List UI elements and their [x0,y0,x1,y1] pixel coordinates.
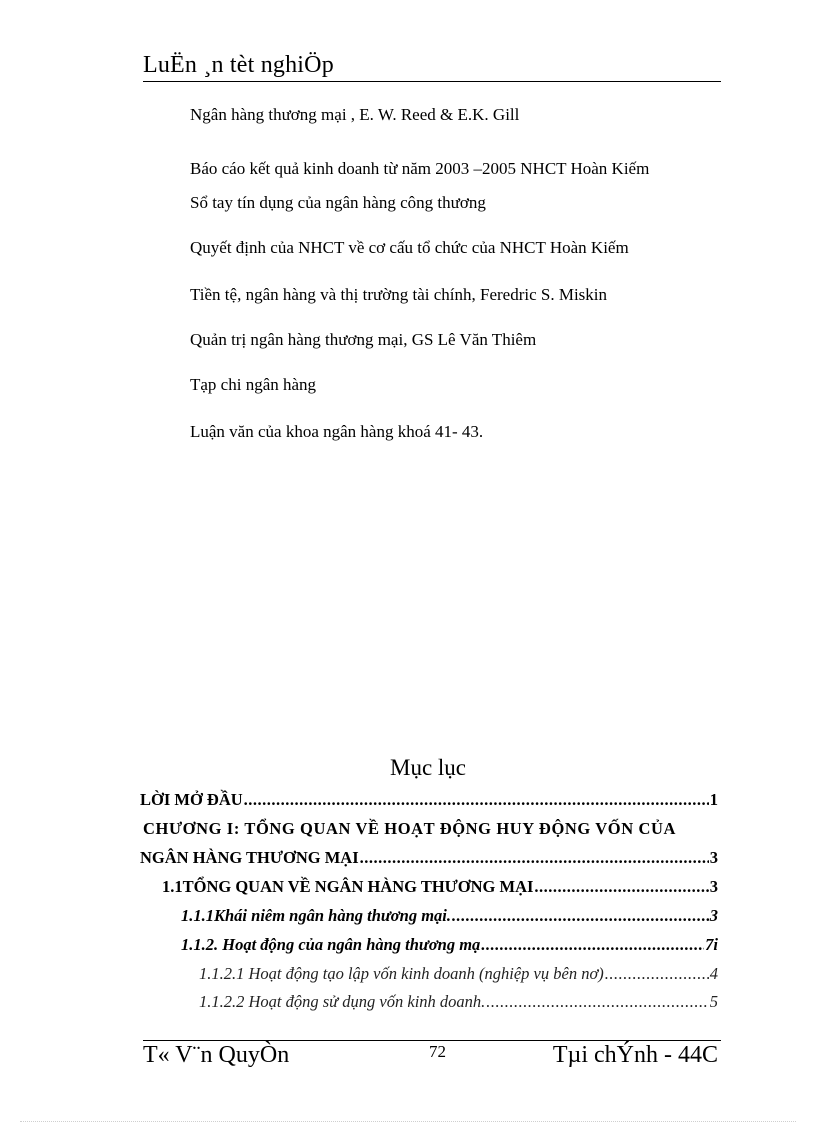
toc-leader-dots [481,935,704,955]
running-header-title: LuËn ¸n tèt nghiÖp [143,52,334,78]
toc-entry[interactable] [199,964,718,984]
toc-entry[interactable] [199,992,718,1012]
toc-entry[interactable] [143,819,676,839]
reference-item: Tạp chi ngân hàng [190,375,317,394]
toc-entry-text: 1.1.2. Hoạt động của ngân hàng thương mạ [181,935,481,954]
reference-item: Quản trị ngân hàng thương mại, GS Lê Văn Thiêm [190,330,537,349]
toc-entry-page: 3 [709,848,718,867]
page-bottom-border [20,1121,796,1122]
toc-title: Mục lục [390,755,467,780]
toc-entry-page: 3 [709,877,718,896]
toc-entry-page: 4 [709,964,718,983]
toc-entry-text: NGÂN HÀNG THƯƠNG MẠI [140,848,359,867]
toc-leader-dots [486,992,708,1012]
toc-leader-dots [452,906,709,926]
toc-leader-dots [244,790,709,810]
header-rule [143,81,721,82]
toc-entry[interactable] [181,906,718,926]
reference-item: Quyết định của NHCT về cơ cấu tổ chức của NHCT Hoàn Kiếm [190,238,629,257]
toc-leader-dots [534,877,708,897]
toc-entry[interactable] [140,848,718,868]
reference-item: Luận văn của khoa ngân hàng khoá 41- 43. [190,422,484,441]
toc-entry-text: CHƯƠNG I: TỔNG QUAN VỀ HOẠT ĐỘNG HUY ĐỘNG VỐN CỦA [143,819,676,838]
toc-entry[interactable] [140,790,718,810]
toc-entry-page: 1 [709,790,718,809]
toc-entry-page: 5 [709,992,718,1011]
reference-item: Báo cáo kết quả kinh doanh từ năm 2003 –2005 NHCT Hoàn Kiếm [190,159,650,178]
toc-entry[interactable] [181,935,718,955]
toc-leader-dots [360,848,709,868]
toc-entry-text: LỜI MỞ ĐẦU [140,790,243,809]
toc-entry-text: 1.1.2.1 Hoạt động tạo lập vốn kinh doanh (nghiệp vụ bên nơ) [199,964,604,983]
reference-item: Tiền tệ, ngân hàng và thị trường tài chính, Feredric S. Miskin [190,285,608,304]
reference-item: Ngân hàng thương mại , E. W. Reed & E.K. Gill [190,105,520,124]
footer-class: Tµi chÝnh - 44C [552,1042,718,1068]
reference-item: Sổ tay tín dụng của ngân hàng công thương [190,193,486,212]
footer-author: T« V¨n QuyÒn [143,1042,290,1068]
toc-entry[interactable] [162,877,718,897]
toc-entry-text: 1.1TỔNG QUAN VỀ NGÂN HÀNG THƯƠNG MẠI [162,877,534,896]
toc-entry-page: 3 [709,906,718,925]
footer-rule [143,1040,721,1041]
footer-page-number: 72 [429,1042,446,1061]
toc-leader-dots [605,964,709,984]
toc-entry-page: 7i [705,935,718,954]
toc-entry-text: 1.1.1Khái niêm ngân hàng thương mại. [181,906,451,925]
toc-entry-text: 1.1.2.2 Hoạt động sử dụng vốn kinh doanh. [199,992,486,1011]
